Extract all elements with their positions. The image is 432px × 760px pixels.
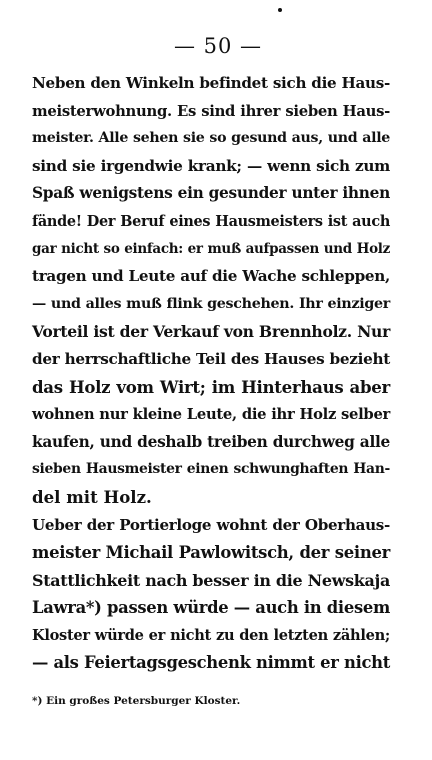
text-line: meister. Alle sehen sie so gesund aus, und alle [32,130,390,147]
text-line: meister Michail Pawlowitsch, der seiner [32,543,390,563]
text-line: wohnen nur kleine Leute, die ihr Holz selber [32,406,390,424]
text-line: fände! Der Beruf eines Hausmeisters ist auch [32,212,390,230]
page-number: — 50 — [173,34,263,58]
text-line: sieben Hausmeister einen schwunghaften Han- [32,461,390,478]
text-line: — und alles muß flink geschehen. Ihr einziger [32,295,390,312]
text-line: Spaß wenigstens ein gesunder unter ihnen [32,184,390,203]
text-line: sind sie irgendwie krank; — wenn sich zum [32,156,390,175]
text-line: Stattlichkeit nach besser in die Newskaja [32,570,390,590]
text-line: Neben den Winkeln befindet sich die Haus- [32,74,390,92]
body-text [32,70,390,677]
text-line: — als Feiertagsgeschenk nimmt er nicht [32,653,391,673]
text-line: Ueber der Portierloge wohnt der Oberhaus- [32,515,390,534]
text-line: del mit Holz. [32,486,152,507]
text-line: kaufen, und deshalb treiben durchweg alle [32,432,390,451]
footnote: *) Ein großes Petersburger Kloster. [32,695,241,707]
text-line: Kloster würde er nicht zu den letzten zählen; [32,626,390,644]
text-line: der herrschaftliche Teil des Hauses bezieht [32,349,390,368]
text-line: Lawra*) passen würde — auch in diesem [32,598,390,618]
text-line: Vorteil ist der Verkauf von Brennholz. Nur [32,322,390,342]
text-line: tragen und Leute auf die Wache schleppen, [32,267,390,286]
print-speck [278,8,282,12]
text-line: das Holz vom Wirt; im Hinterhaus aber [32,376,390,397]
text-line: meisterwohnung. Es sind ihrer sieben Haus- [32,102,390,120]
text-line: gar nicht so einfach: er muß aufpassen und Holz [32,240,390,257]
